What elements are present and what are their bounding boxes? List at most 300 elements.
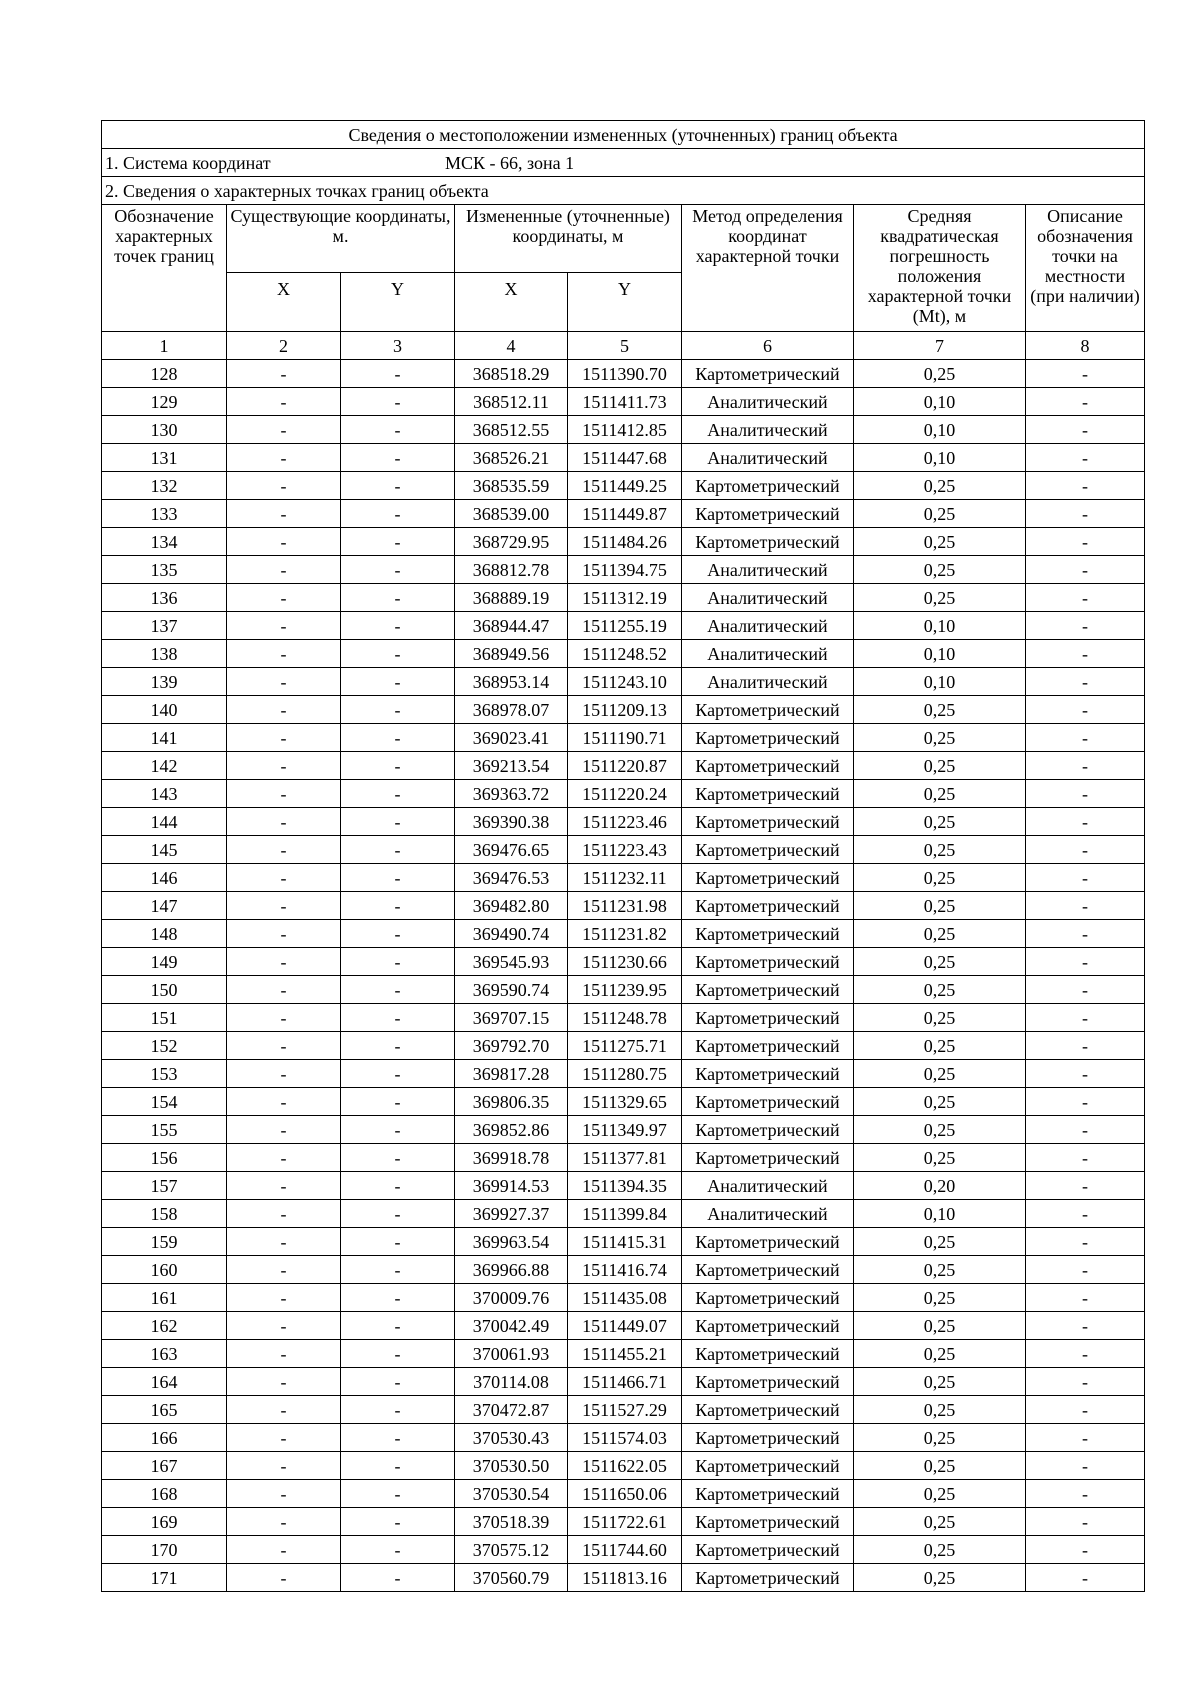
table-row [102, 1368, 1145, 1396]
changed-y-cell: 1511412.85 [568, 416, 682, 444]
header-existing-y: Y [341, 273, 455, 332]
changed-x-cell: 370518.39 [455, 1508, 568, 1536]
method-cell: Картометрический [682, 976, 854, 1004]
point-number-cell: 135 [102, 556, 227, 584]
header-changed-x: X [455, 273, 568, 332]
method-cell: Картометрический [682, 1480, 854, 1508]
changed-y-cell: 1511248.52 [568, 640, 682, 668]
existing-y-cell: - [341, 780, 455, 808]
changed-x-cell: 370530.43 [455, 1424, 568, 1452]
error-cell: 0,25 [854, 1256, 1026, 1284]
changed-x-cell: 369476.65 [455, 836, 568, 864]
existing-y-cell: - [341, 1312, 455, 1340]
changed-y-cell: 1511239.95 [568, 976, 682, 1004]
description-cell: - [1026, 584, 1145, 612]
table-row [102, 1060, 1145, 1088]
changed-y-cell: 1511312.19 [568, 584, 682, 612]
point-number-cell: 152 [102, 1032, 227, 1060]
table-row [102, 640, 1145, 668]
point-number-cell: 137 [102, 612, 227, 640]
description-cell: - [1026, 444, 1145, 472]
description-cell: - [1026, 416, 1145, 444]
changed-y-cell: 1511449.87 [568, 500, 682, 528]
table-row [102, 388, 1145, 416]
changed-x-cell: 369817.28 [455, 1060, 568, 1088]
description-cell: - [1026, 836, 1145, 864]
point-number-cell: 150 [102, 976, 227, 1004]
table-title: Сведения о местоположении измененных (уточненных) границ объекта [102, 121, 1145, 149]
description-cell: - [1026, 360, 1145, 388]
table-row [102, 584, 1145, 612]
column-number: 4 [455, 332, 568, 360]
changed-y-cell: 1511255.19 [568, 612, 682, 640]
description-cell: - [1026, 1228, 1145, 1256]
changed-x-cell: 369213.54 [455, 752, 568, 780]
existing-y-cell: - [341, 948, 455, 976]
existing-y-cell: - [341, 1536, 455, 1564]
changed-x-cell: 369966.88 [455, 1256, 568, 1284]
changed-y-cell: 1511349.97 [568, 1116, 682, 1144]
table-row [102, 612, 1145, 640]
changed-x-cell: 369482.80 [455, 892, 568, 920]
error-cell: 0,25 [854, 1312, 1026, 1340]
error-cell: 0,25 [854, 1032, 1026, 1060]
table-row [102, 528, 1145, 556]
existing-y-cell: - [341, 920, 455, 948]
error-cell: 0,25 [854, 836, 1026, 864]
existing-y-cell: - [341, 500, 455, 528]
column-number: 2 [227, 332, 341, 360]
changed-x-cell: 370560.79 [455, 1564, 568, 1592]
existing-y-cell: - [341, 1060, 455, 1088]
existing-y-cell: - [341, 1256, 455, 1284]
method-cell: Картометрический [682, 1144, 854, 1172]
description-cell: - [1026, 500, 1145, 528]
point-number-cell: 165 [102, 1396, 227, 1424]
changed-x-cell: 368512.11 [455, 388, 568, 416]
table-row [102, 1032, 1145, 1060]
existing-y-cell: - [341, 584, 455, 612]
changed-x-cell: 370575.12 [455, 1536, 568, 1564]
point-number-cell: 161 [102, 1284, 227, 1312]
changed-y-cell: 1511722.61 [568, 1508, 682, 1536]
method-cell: Картометрический [682, 1004, 854, 1032]
existing-y-cell: - [341, 1088, 455, 1116]
table-row [102, 1480, 1145, 1508]
existing-y-cell: - [341, 1228, 455, 1256]
table-row [102, 752, 1145, 780]
changed-x-cell: 368978.07 [455, 696, 568, 724]
existing-x-cell: - [227, 1256, 341, 1284]
description-cell: - [1026, 1452, 1145, 1480]
column-number: 7 [854, 332, 1026, 360]
error-cell: 0,10 [854, 388, 1026, 416]
point-number-cell: 168 [102, 1480, 227, 1508]
method-cell: Картометрический [682, 472, 854, 500]
error-cell: 0,25 [854, 808, 1026, 836]
changed-y-cell: 1511190.71 [568, 724, 682, 752]
table-row [102, 976, 1145, 1004]
point-number-cell: 143 [102, 780, 227, 808]
description-cell: - [1026, 1116, 1145, 1144]
table-row [102, 1200, 1145, 1228]
existing-x-cell: - [227, 696, 341, 724]
existing-x-cell: - [227, 1480, 341, 1508]
point-number-cell: 148 [102, 920, 227, 948]
method-cell: Картометрический [682, 836, 854, 864]
existing-y-cell: - [341, 1200, 455, 1228]
changed-x-cell: 370472.87 [455, 1396, 568, 1424]
existing-x-cell: - [227, 1284, 341, 1312]
changed-y-cell: 1511220.24 [568, 780, 682, 808]
table-row [102, 1396, 1145, 1424]
method-cell: Картометрический [682, 696, 854, 724]
existing-y-cell: - [341, 416, 455, 444]
description-cell: - [1026, 1172, 1145, 1200]
changed-y-cell: 1511394.75 [568, 556, 682, 584]
table-row [102, 780, 1145, 808]
existing-y-cell: - [341, 528, 455, 556]
changed-y-cell: 1511248.78 [568, 1004, 682, 1032]
method-cell: Картометрический [682, 528, 854, 556]
changed-y-cell: 1511455.21 [568, 1340, 682, 1368]
point-number-cell: 139 [102, 668, 227, 696]
description-cell: - [1026, 1256, 1145, 1284]
existing-y-cell: - [341, 1116, 455, 1144]
error-cell: 0,25 [854, 1564, 1026, 1592]
existing-y-cell: - [341, 1172, 455, 1200]
changed-y-cell: 1511415.31 [568, 1228, 682, 1256]
existing-x-cell: - [227, 948, 341, 976]
method-cell: Картометрический [682, 1536, 854, 1564]
changed-y-cell: 1511416.74 [568, 1256, 682, 1284]
point-number-cell: 145 [102, 836, 227, 864]
existing-x-cell: - [227, 360, 341, 388]
error-cell: 0,10 [854, 444, 1026, 472]
changed-x-cell: 369963.54 [455, 1228, 568, 1256]
boundary-points-document [101, 120, 1144, 1592]
description-cell: - [1026, 612, 1145, 640]
description-cell: - [1026, 892, 1145, 920]
table-row [102, 1116, 1145, 1144]
point-number-cell: 129 [102, 388, 227, 416]
existing-x-cell: - [227, 1396, 341, 1424]
changed-x-cell: 370530.50 [455, 1452, 568, 1480]
existing-x-cell: - [227, 1004, 341, 1032]
section-heading: 2. Сведения о характерных точках границ объекта [102, 177, 1145, 205]
changed-y-cell: 1511813.16 [568, 1564, 682, 1592]
error-cell: 0,25 [854, 584, 1026, 612]
coord-system-value: МСК - 66, зона 1 [445, 152, 575, 173]
method-cell: Картометрический [682, 724, 854, 752]
method-cell: Аналитический [682, 640, 854, 668]
table-row [102, 1228, 1145, 1256]
changed-y-cell: 1511232.11 [568, 864, 682, 892]
existing-x-cell: - [227, 724, 341, 752]
changed-x-cell: 370061.93 [455, 1340, 568, 1368]
existing-y-cell: - [341, 976, 455, 1004]
point-number-cell: 140 [102, 696, 227, 724]
existing-x-cell: - [227, 1144, 341, 1172]
error-cell: 0,25 [854, 864, 1026, 892]
existing-y-cell: - [341, 724, 455, 752]
changed-y-cell: 1511399.84 [568, 1200, 682, 1228]
existing-x-cell: - [227, 1508, 341, 1536]
existing-y-cell: - [341, 1452, 455, 1480]
existing-y-cell: - [341, 1424, 455, 1452]
existing-x-cell: - [227, 584, 341, 612]
table-row [102, 920, 1145, 948]
table-row [102, 360, 1145, 388]
error-cell: 0,25 [854, 528, 1026, 556]
existing-x-cell: - [227, 1116, 341, 1144]
error-cell: 0,25 [854, 1060, 1026, 1088]
existing-x-cell: - [227, 1032, 341, 1060]
existing-y-cell: - [341, 1508, 455, 1536]
error-cell: 0,10 [854, 1200, 1026, 1228]
existing-x-cell: - [227, 1340, 341, 1368]
changed-y-cell: 1511484.26 [568, 528, 682, 556]
changed-x-cell: 370009.76 [455, 1284, 568, 1312]
changed-x-cell: 368535.59 [455, 472, 568, 500]
method-cell: Картометрический [682, 1256, 854, 1284]
description-cell: - [1026, 780, 1145, 808]
changed-x-cell: 369707.15 [455, 1004, 568, 1032]
method-cell: Картометрический [682, 1340, 854, 1368]
existing-x-cell: - [227, 836, 341, 864]
point-number-cell: 141 [102, 724, 227, 752]
changed-x-cell: 369390.38 [455, 808, 568, 836]
point-number-cell: 171 [102, 1564, 227, 1592]
table-row [102, 500, 1145, 528]
point-number-cell: 156 [102, 1144, 227, 1172]
changed-y-cell: 1511390.70 [568, 360, 682, 388]
point-number-cell: 163 [102, 1340, 227, 1368]
description-cell: - [1026, 1060, 1145, 1088]
table-row [102, 1004, 1145, 1032]
changed-x-cell: 369590.74 [455, 976, 568, 1004]
header-method: Метод определения координат характерной точки [682, 205, 854, 332]
point-number-cell: 170 [102, 1536, 227, 1564]
existing-y-cell: - [341, 444, 455, 472]
method-cell: Картометрический [682, 752, 854, 780]
description-cell: - [1026, 724, 1145, 752]
error-cell: 0,25 [854, 948, 1026, 976]
column-number: 1 [102, 332, 227, 360]
point-number-cell: 149 [102, 948, 227, 976]
existing-x-cell: - [227, 640, 341, 668]
changed-y-cell: 1511243.10 [568, 668, 682, 696]
existing-x-cell: - [227, 864, 341, 892]
method-cell: Картометрический [682, 1452, 854, 1480]
changed-x-cell: 369806.35 [455, 1088, 568, 1116]
method-cell: Картометрический [682, 808, 854, 836]
error-cell: 0,25 [854, 1004, 1026, 1032]
point-number-cell: 138 [102, 640, 227, 668]
existing-x-cell: - [227, 1368, 341, 1396]
existing-y-cell: - [341, 640, 455, 668]
method-cell: Аналитический [682, 584, 854, 612]
method-cell: Картометрический [682, 1312, 854, 1340]
changed-x-cell: 369476.53 [455, 864, 568, 892]
point-number-cell: 130 [102, 416, 227, 444]
method-cell: Аналитический [682, 1200, 854, 1228]
existing-y-cell: - [341, 864, 455, 892]
header-point: Обозначение характерных точек границ [102, 205, 227, 332]
changed-y-cell: 1511275.71 [568, 1032, 682, 1060]
existing-y-cell: - [341, 556, 455, 584]
method-cell: Аналитический [682, 388, 854, 416]
table-row [102, 1536, 1145, 1564]
method-cell: Картометрический [682, 1396, 854, 1424]
boundary-points-table [101, 120, 1145, 1592]
existing-x-cell: - [227, 920, 341, 948]
table-row [102, 1452, 1145, 1480]
method-cell: Картометрический [682, 892, 854, 920]
column-number: 5 [568, 332, 682, 360]
point-number-cell: 133 [102, 500, 227, 528]
table-row [102, 444, 1145, 472]
header-changed-y: Y [568, 273, 682, 332]
error-cell: 0,25 [854, 1536, 1026, 1564]
column-number-row [102, 332, 1145, 360]
existing-x-cell: - [227, 1564, 341, 1592]
changed-y-cell: 1511209.13 [568, 696, 682, 724]
existing-y-cell: - [341, 892, 455, 920]
error-cell: 0,25 [854, 1284, 1026, 1312]
method-cell: Картометрический [682, 1368, 854, 1396]
existing-y-cell: - [341, 360, 455, 388]
changed-x-cell: 369918.78 [455, 1144, 568, 1172]
description-cell: - [1026, 752, 1145, 780]
changed-x-cell: 370042.49 [455, 1312, 568, 1340]
existing-y-cell: - [341, 1368, 455, 1396]
description-cell: - [1026, 668, 1145, 696]
changed-y-cell: 1511435.08 [568, 1284, 682, 1312]
changed-y-cell: 1511231.98 [568, 892, 682, 920]
changed-y-cell: 1511650.06 [568, 1480, 682, 1508]
existing-x-cell: - [227, 444, 341, 472]
description-cell: - [1026, 808, 1145, 836]
description-cell: - [1026, 976, 1145, 1004]
point-number-cell: 154 [102, 1088, 227, 1116]
changed-x-cell: 368949.56 [455, 640, 568, 668]
error-cell: 0,25 [854, 1396, 1026, 1424]
table-row [102, 836, 1145, 864]
changed-x-cell: 368512.55 [455, 416, 568, 444]
existing-y-cell: - [341, 388, 455, 416]
point-number-cell: 153 [102, 1060, 227, 1088]
table-row [102, 1284, 1145, 1312]
method-cell: Аналитический [682, 612, 854, 640]
existing-x-cell: - [227, 668, 341, 696]
existing-x-cell: - [227, 1312, 341, 1340]
point-number-cell: 151 [102, 1004, 227, 1032]
header-changed-coords: Измененные (уточненные) координаты, м [455, 205, 682, 273]
error-cell: 0,25 [854, 920, 1026, 948]
changed-x-cell: 369545.93 [455, 948, 568, 976]
description-cell: - [1026, 864, 1145, 892]
error-cell: 0,10 [854, 668, 1026, 696]
changed-y-cell: 1511449.07 [568, 1312, 682, 1340]
description-cell: - [1026, 1508, 1145, 1536]
changed-y-cell: 1511223.46 [568, 808, 682, 836]
table-row [102, 1564, 1145, 1592]
existing-y-cell: - [341, 1004, 455, 1032]
changed-x-cell: 368953.14 [455, 668, 568, 696]
header-existing-coords: Существующие координаты, м. [227, 205, 455, 273]
point-number-cell: 162 [102, 1312, 227, 1340]
existing-y-cell: - [341, 1284, 455, 1312]
existing-y-cell: - [341, 808, 455, 836]
method-cell: Картометрический [682, 864, 854, 892]
existing-y-cell: - [341, 1480, 455, 1508]
description-cell: - [1026, 1480, 1145, 1508]
table-row [102, 724, 1145, 752]
point-number-cell: 160 [102, 1256, 227, 1284]
changed-y-cell: 1511231.82 [568, 920, 682, 948]
error-cell: 0,25 [854, 976, 1026, 1004]
changed-x-cell: 369490.74 [455, 920, 568, 948]
method-cell: Картометрический [682, 360, 854, 388]
table-row [102, 556, 1145, 584]
table-row [102, 1508, 1145, 1536]
existing-y-cell: - [341, 668, 455, 696]
description-cell: - [1026, 1032, 1145, 1060]
changed-y-cell: 1511220.87 [568, 752, 682, 780]
table-row [102, 1256, 1145, 1284]
description-cell: - [1026, 640, 1145, 668]
changed-x-cell: 369023.41 [455, 724, 568, 752]
changed-x-cell: 368889.19 [455, 584, 568, 612]
existing-x-cell: - [227, 612, 341, 640]
point-number-cell: 142 [102, 752, 227, 780]
existing-x-cell: - [227, 752, 341, 780]
header-description: Описание обозначения точки на местности (при наличии) [1026, 205, 1145, 332]
description-cell: - [1026, 1004, 1145, 1032]
changed-y-cell: 1511223.43 [568, 836, 682, 864]
coord-system-label: 1. Система координат [105, 152, 271, 173]
existing-y-cell: - [341, 472, 455, 500]
description-cell: - [1026, 696, 1145, 724]
changed-x-cell: 368526.21 [455, 444, 568, 472]
error-cell: 0,25 [854, 1424, 1026, 1452]
table-row [102, 472, 1145, 500]
method-cell: Картометрический [682, 1060, 854, 1088]
changed-x-cell: 369363.72 [455, 780, 568, 808]
point-number-cell: 155 [102, 1116, 227, 1144]
point-number-cell: 166 [102, 1424, 227, 1452]
error-cell: 0,25 [854, 556, 1026, 584]
changed-x-cell: 368539.00 [455, 500, 568, 528]
changed-x-cell: 368518.29 [455, 360, 568, 388]
changed-y-cell: 1511622.05 [568, 1452, 682, 1480]
existing-x-cell: - [227, 1088, 341, 1116]
table-row [102, 892, 1145, 920]
table-row [102, 864, 1145, 892]
changed-x-cell: 368812.78 [455, 556, 568, 584]
point-number-cell: 144 [102, 808, 227, 836]
description-cell: - [1026, 920, 1145, 948]
table-row [102, 808, 1145, 836]
changed-y-cell: 1511447.68 [568, 444, 682, 472]
existing-x-cell: - [227, 892, 341, 920]
changed-y-cell: 1511394.35 [568, 1172, 682, 1200]
table-row [102, 696, 1145, 724]
existing-y-cell: - [341, 1396, 455, 1424]
method-cell: Картометрический [682, 500, 854, 528]
column-number: 3 [341, 332, 455, 360]
